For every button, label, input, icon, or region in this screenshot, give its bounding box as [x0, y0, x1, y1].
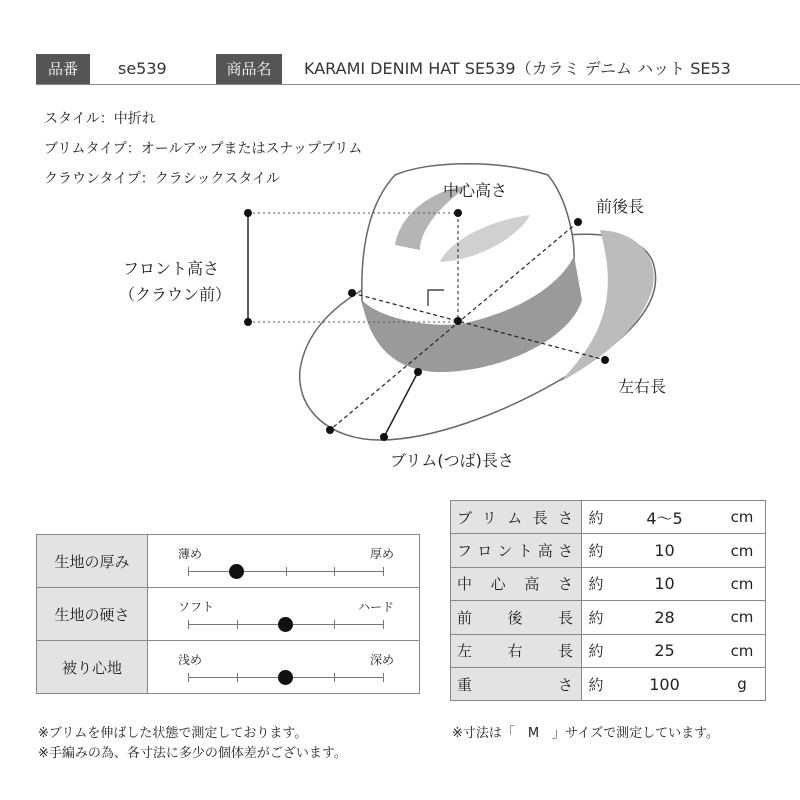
- size-row: [451, 601, 766, 634]
- label-center-height: 中心高さ: [443, 181, 508, 200]
- rating-scale: [148, 535, 418, 587]
- label-brim-length: ブリム(つば)長さ: [390, 451, 514, 470]
- size-key: 中心高さ: [457, 575, 575, 594]
- size-unit: g: [719, 667, 766, 700]
- scale-min-label: 薄め: [178, 547, 203, 561]
- size-approx: 約: [582, 634, 611, 667]
- size-key: 左右長: [457, 642, 575, 661]
- size-unit: cm: [719, 501, 766, 534]
- rating-marker: [229, 564, 244, 579]
- spec-crown-type: クラウンタイプ：クラシックスタイル: [44, 171, 281, 187]
- size-row: [451, 501, 766, 534]
- size-key: フロント高さ: [457, 542, 575, 561]
- product-no-label: 品番: [36, 54, 90, 84]
- scale-max-label: ハード: [357, 600, 394, 614]
- rating-row: [37, 588, 420, 641]
- rating-scale: [148, 641, 418, 693]
- size-value: 10: [610, 567, 719, 600]
- rating-marker: [278, 617, 293, 632]
- label-left-right: 左右長: [618, 377, 667, 396]
- size-approx: 約: [582, 567, 611, 600]
- size-value: 25: [610, 634, 719, 667]
- size-row: [451, 634, 766, 667]
- label-front-height: フロント高さ: [123, 259, 220, 278]
- size-approx: 約: [582, 501, 611, 534]
- size-approx: 約: [582, 667, 611, 700]
- size-unit: cm: [719, 601, 766, 634]
- spec-style: スタイル：中折れ: [44, 111, 156, 127]
- size-approx: 約: [582, 534, 611, 567]
- size-row: [451, 534, 766, 567]
- product-name-label: 商品名: [216, 54, 282, 84]
- scale-min-label: 浅め: [178, 653, 203, 667]
- rating-marker: [278, 670, 293, 685]
- rating-label: 生地の厚み: [37, 535, 148, 588]
- size-value: 100: [610, 667, 719, 700]
- size-row: [451, 567, 766, 600]
- size-key: ブリム長さ: [457, 508, 575, 527]
- size-unit: cm: [719, 634, 766, 667]
- hat-diagram: [0, 160, 800, 480]
- rating-label: 被り心地: [37, 641, 148, 694]
- rating-scale: [148, 588, 418, 640]
- size-key: 前後長: [457, 608, 575, 627]
- size-approx: 約: [582, 601, 611, 634]
- size-value: 10: [610, 534, 719, 567]
- product-name: KARAMI DENIM HAT SE539（カラミ デニム ハット SE53: [304, 59, 731, 78]
- rating-row: [37, 641, 420, 694]
- size-value: 28: [610, 601, 719, 634]
- size-value: 4〜5: [610, 501, 719, 534]
- scale-max-label: 深め: [369, 653, 394, 667]
- scale-max-label: 厚め: [369, 547, 394, 561]
- note-size-measured: ※寸法は「 M 」サイズで測定しています。: [452, 726, 720, 741]
- product-header: [36, 54, 800, 85]
- label-front-back: 前後長: [596, 197, 645, 216]
- note-brim-measure: ※ブリムを伸ばした状態で測定しております。: [38, 726, 308, 741]
- size-unit: cm: [719, 567, 766, 600]
- size-key: 重さ: [457, 675, 575, 694]
- size-table: [450, 500, 766, 701]
- product-no: se539: [118, 59, 167, 78]
- label-front-height-sub: （クラウン前）: [119, 285, 232, 304]
- rating-table: [36, 534, 420, 694]
- size-row: [451, 667, 766, 700]
- size-unit: cm: [719, 534, 766, 567]
- rating-label: 生地の硬さ: [37, 588, 148, 641]
- scale-min-label: ソフト: [178, 600, 215, 614]
- note-handmade: ※手編みの為、各寸法に多少の個体差がございます。: [38, 746, 347, 761]
- rating-row: [37, 535, 420, 588]
- spec-brim-type: ブリムタイプ：オールアップまたはスナップブリム: [44, 141, 363, 157]
